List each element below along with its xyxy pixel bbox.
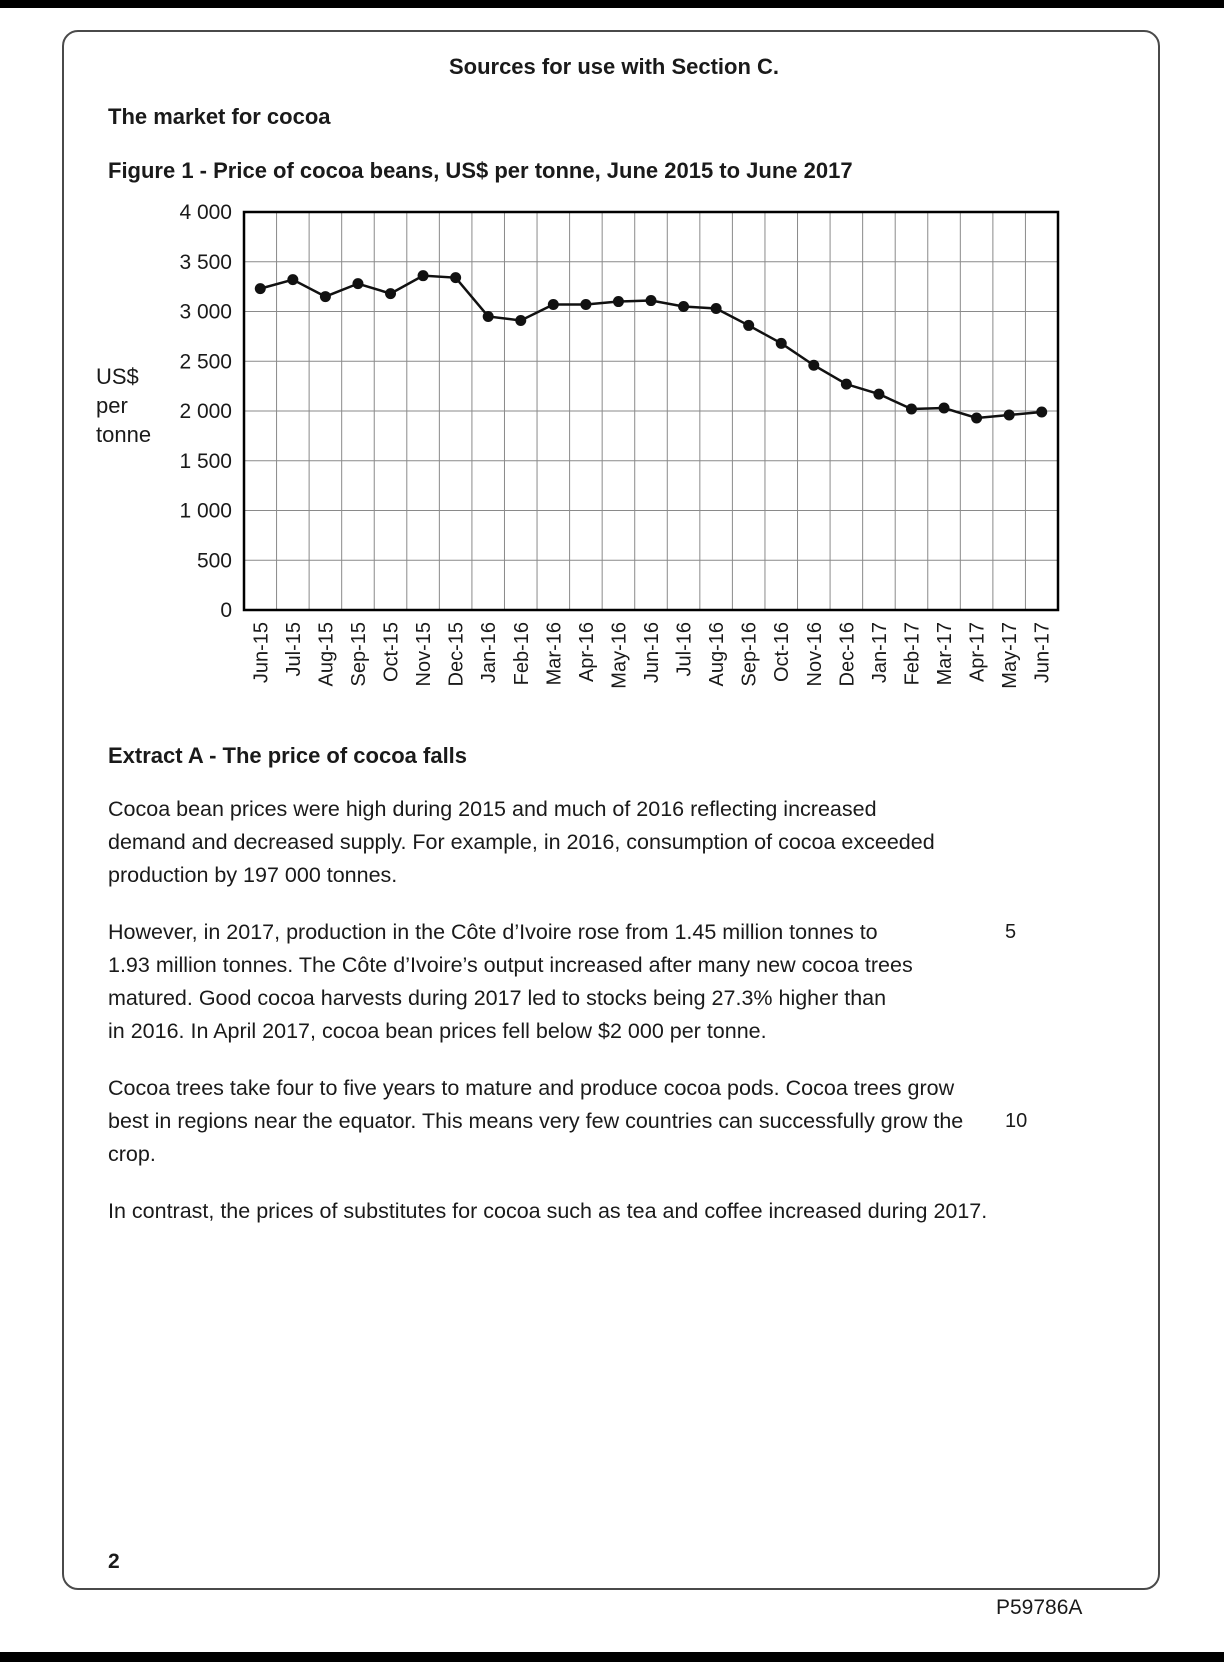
chart-svg-wrap — [170, 200, 1070, 715]
paragraph-line: However, in 2017, production in the Côte d’Ivoire rose from 1.45 million tonnes to — [108, 920, 878, 944]
extract-a-heading: Extract A - The price of cocoa falls — [108, 743, 468, 768]
y-axis-label-line: tonne — [96, 422, 152, 447]
svg-text:Mar-17: Mar-17 — [934, 622, 957, 686]
svg-text:Apr-17: Apr-17 — [966, 622, 989, 683]
paragraph-line: production by 197 000 tonnes. — [108, 863, 398, 887]
svg-text:500: 500 — [196, 549, 232, 573]
cocoa-price-chart — [170, 200, 1070, 715]
paragraph-line: best in regions near the equator. This means very few countries can successfully grow the — [108, 1109, 964, 1133]
paragraph-line: in 2016. In April 2017, cocoa bean prices fell below $2 000 per tonne. — [108, 1019, 767, 1043]
svg-text:4 000: 4 000 — [179, 201, 232, 224]
svg-text:May-16: May-16 — [608, 622, 631, 689]
svg-text:Dec-16: Dec-16 — [836, 622, 859, 687]
svg-text:Sep-15: Sep-15 — [347, 622, 370, 687]
svg-text:Mar-16: Mar-16 — [543, 622, 566, 686]
y-axis-label-line: US$ — [96, 364, 139, 389]
paper-code: P59786A — [996, 1596, 1083, 1619]
svg-text:Jun-16: Jun-16 — [641, 622, 663, 684]
line-number-5: 5 — [1005, 921, 1017, 943]
paragraph-line: demand and decreased supply. For example, in 2016, consumption of cocoa exceeded — [108, 830, 935, 854]
svg-text:Jul-15: Jul-15 — [282, 622, 305, 677]
svg-text:May-17: May-17 — [999, 622, 1022, 689]
extract-paragraph-4 — [108, 1195, 1008, 1228]
svg-text:Jan-17: Jan-17 — [868, 622, 891, 684]
svg-text:1 000: 1 000 — [179, 499, 232, 523]
figure-caption: Figure 1 - Price of cocoa beans, US$ per tonne, June 2015 to June 2017 — [108, 158, 853, 183]
paragraph-line: Cocoa trees take four to five years to mature and produce cocoa pods. Cocoa trees grow — [108, 1076, 955, 1100]
figure-1-chart-area — [96, 200, 1120, 715]
extract-paragraph-2 — [108, 916, 1017, 1048]
top-edge-bar — [0, 0, 1224, 8]
svg-text:Oct-16: Oct-16 — [771, 622, 794, 683]
extract-paragraph-1 — [108, 793, 1008, 892]
line-number-10: 10 — [1005, 1110, 1028, 1132]
svg-text:2 500: 2 500 — [179, 350, 232, 374]
extract-paragraph-3 — [108, 1072, 1028, 1171]
paragraph-line: matured. Good cocoa harvests during 2017 led to stocks being 27.3% higher than — [108, 986, 887, 1010]
y-axis-label-line: per — [96, 393, 128, 418]
svg-text:3 500: 3 500 — [179, 250, 232, 274]
svg-text:0: 0 — [220, 599, 232, 622]
svg-text:Aug-15: Aug-15 — [315, 622, 338, 687]
svg-text:Jan-16: Jan-16 — [478, 622, 501, 684]
page-content — [96, 40, 1120, 1228]
svg-text:Sep-16: Sep-16 — [738, 622, 761, 687]
page-title: Sources for use with Section C. — [448, 54, 780, 79]
svg-text:2 000: 2 000 — [179, 400, 232, 423]
page-number: 2 — [108, 1550, 120, 1573]
section-heading: The market for cocoa — [108, 104, 331, 129]
svg-text:Apr-16: Apr-16 — [575, 622, 598, 683]
svg-text:Jun-17: Jun-17 — [1031, 622, 1054, 684]
svg-text:Feb-16: Feb-16 — [510, 622, 533, 686]
svg-text:1 500: 1 500 — [179, 449, 232, 473]
svg-text:3 000: 3 000 — [179, 300, 232, 324]
paragraph-line: Cocoa bean prices were high during 2015 and much of 2016 reflecting increased — [108, 797, 877, 821]
svg-text:Dec-15: Dec-15 — [445, 622, 468, 687]
svg-text:Aug-16: Aug-16 — [706, 622, 729, 687]
y-axis-label — [96, 200, 170, 715]
svg-text:Feb-17: Feb-17 — [901, 622, 924, 686]
svg-text:Nov-15: Nov-15 — [413, 622, 436, 687]
svg-text:Jul-16: Jul-16 — [673, 622, 696, 677]
svg-text:Oct-15: Oct-15 — [380, 622, 403, 683]
svg-text:Jun-15: Jun-15 — [250, 622, 273, 684]
paragraph-line: In contrast, the prices of substitutes for cocoa such as tea and coffee increased during 2017. — [108, 1199, 988, 1223]
bottom-edge-bar — [0, 1652, 1224, 1662]
paragraph-line: 1.93 million tonnes. The Côte d’Ivoire’s output increased after many new cocoa trees — [108, 953, 913, 977]
svg-text:Nov-16: Nov-16 — [803, 622, 826, 687]
paragraph-line: crop. — [108, 1142, 156, 1166]
